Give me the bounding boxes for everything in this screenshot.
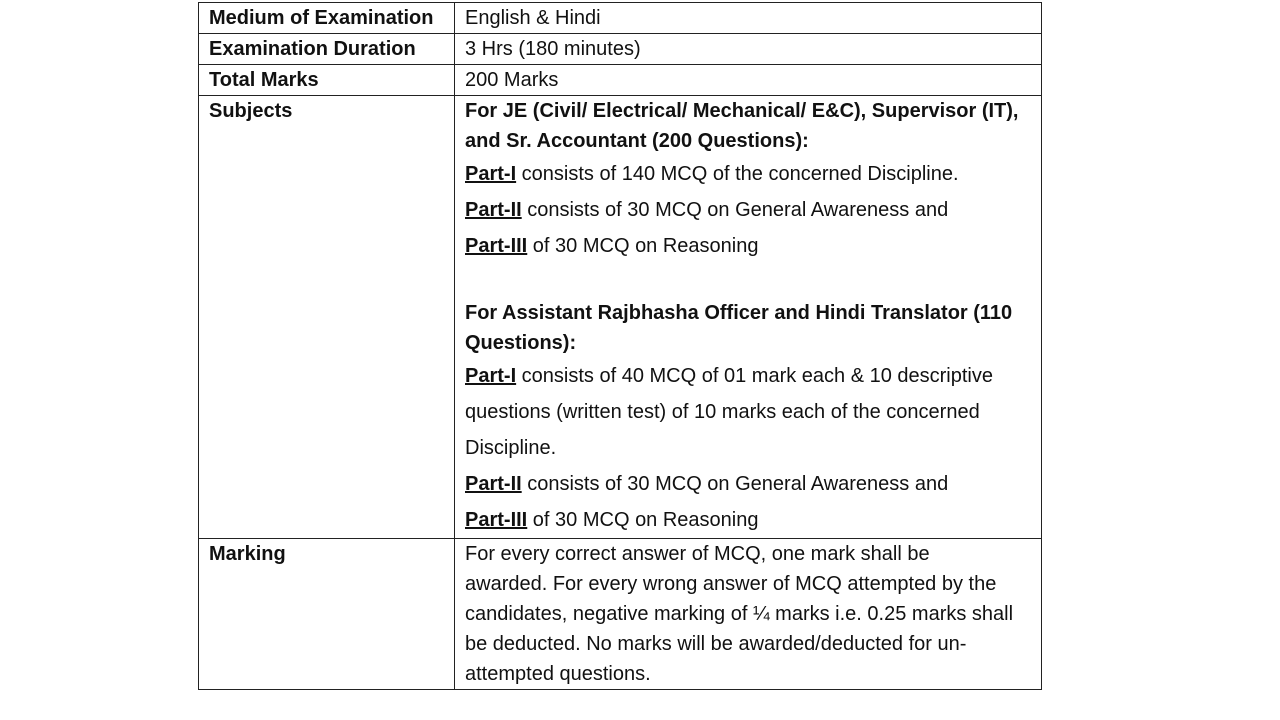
marking-line: candidates, negative marking of ¼ marks i.e. 0.25 marks shall bbox=[465, 603, 1014, 625]
row-value-duration: 3 Hrs (180 minutes) bbox=[455, 34, 1042, 65]
group1-part3 bbox=[465, 228, 1031, 264]
row-value-subjects bbox=[455, 96, 1042, 539]
exam-pattern-table bbox=[198, 2, 1042, 690]
group2-heading-line2: Questions): bbox=[465, 332, 577, 354]
part-label: Part-III bbox=[465, 509, 528, 531]
row-label-duration: Examination Duration bbox=[199, 34, 455, 65]
part-label: Part-I bbox=[465, 365, 517, 387]
marking-line: attempted questions. bbox=[465, 663, 651, 685]
row-label-total-marks: Total Marks bbox=[199, 65, 455, 96]
part-text: consists of 30 MCQ on General Awareness and bbox=[521, 473, 949, 495]
group2-part1-cont1: questions (written test) of 10 marks each of the concerned bbox=[465, 401, 980, 423]
part-label: Part-II bbox=[465, 199, 522, 221]
group1-heading-line2: and Sr. Accountant (200 Questions): bbox=[465, 130, 809, 152]
part-text: consists of 40 MCQ of 01 mark each & 10 descriptive bbox=[516, 365, 993, 387]
group2-part2 bbox=[465, 466, 1031, 502]
marking-line: be deducted. No marks will be awarded/deducted for un- bbox=[465, 633, 967, 655]
table-row bbox=[199, 96, 1042, 539]
table-row bbox=[199, 65, 1042, 96]
marking-line: For every correct answer of MCQ, one mark shall be bbox=[465, 543, 930, 565]
group2-part1 bbox=[465, 358, 1031, 394]
row-label-medium: Medium of Examination bbox=[199, 3, 455, 34]
row-value-total-marks: 200 Marks bbox=[455, 65, 1042, 96]
group1-part1 bbox=[465, 156, 1031, 192]
row-label-marking: Marking bbox=[199, 539, 455, 690]
group2-heading-line1: For Assistant Rajbhasha Officer and Hindi Translator (110 bbox=[465, 302, 1013, 324]
group1-heading-line1: For JE (Civil/ Electrical/ Mechanical/ E&C), Supervisor (IT), bbox=[465, 100, 1019, 122]
group2-part3 bbox=[465, 502, 1031, 538]
spacer bbox=[465, 264, 1031, 298]
row-label-subjects: Subjects bbox=[199, 96, 455, 539]
row-value-marking bbox=[455, 539, 1042, 690]
table-row bbox=[199, 34, 1042, 65]
table-row bbox=[199, 539, 1042, 690]
part-text: of 30 MCQ on Reasoning bbox=[527, 235, 759, 257]
part-text: consists of 30 MCQ on General Awareness and bbox=[521, 199, 949, 221]
part-text: consists of 140 MCQ of the concerned Discipline. bbox=[516, 163, 959, 185]
part-text: of 30 MCQ on Reasoning bbox=[527, 509, 759, 531]
part-label: Part-I bbox=[465, 163, 517, 185]
part-label: Part-III bbox=[465, 235, 528, 257]
marking-line: awarded. For every wrong answer of MCQ attempted by the bbox=[465, 573, 997, 595]
row-value-medium: English & Hindi bbox=[455, 3, 1042, 34]
part-label: Part-II bbox=[465, 473, 522, 495]
table-row bbox=[199, 3, 1042, 34]
group2-part1-cont2: Discipline. bbox=[465, 437, 557, 459]
group1-part2 bbox=[465, 192, 1031, 228]
